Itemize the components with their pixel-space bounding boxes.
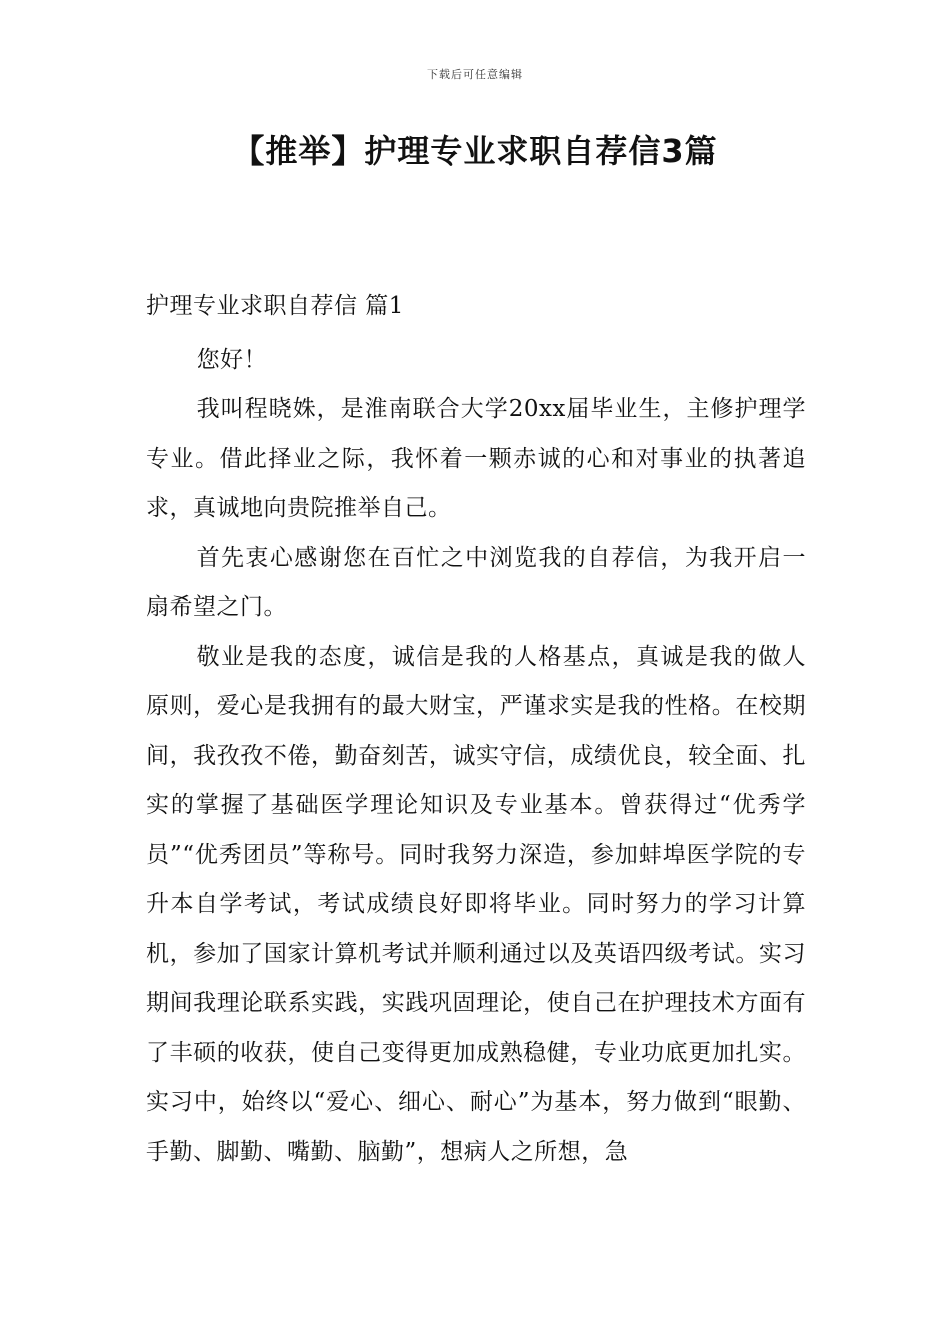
paragraph-greeting: 您好！ (196, 346, 268, 373)
document-body (146, 282, 806, 1177)
section-heading: 护理专业求职自荐信 篇1 (146, 293, 404, 319)
document-title: 【推举】护理专业求职自荐信3篇 (232, 132, 718, 170)
paragraph-introduction: 我叫程晓姝，是淮南联合大学20xx届毕业生，主修护理学专业。借此择业之际，我怀着一颗赤诚的心和对事业的执著追求，真诚地向贵院推举自己。 (146, 396, 806, 521)
paragraph-thanks: 首先衷心感谢您在百忙之中浏览我的自荐信，为我开启一扇希望之门。 (146, 544, 806, 620)
header-note: 下载后可任意编辑 (427, 68, 523, 81)
paragraph-self-description: 敬业是我的态度，诚信是我的人格基点，真诚是我的做人原则，爱心是我拥有的最大财宝，严谨求实是我的性格。在校期间，我孜孜不倦，勤奋刻苦，诚实守信，成绩优良，较全面、扎实的掌握了基础医学理论知识及专业基本。曾获得过“优秀学员”“优秀团员”等称号。同时我努力深造，参加蚌埠医学院的专升本自学考试，考试成绩良好即将毕业。同时努力的学习计算机，参加了国家计算机考试并顺利通过以及英语四级考试。实习期间我理论联系实践，实践巩固理论，使自己在护理技术方面有了丰硕的收获，使自己变得更加成熟稳健，专业功底更加扎实。实习中，始终以“爱心、细心、耐心”为基本，努力做到“眼勤、手勤、脚勤、嘴勤、脑勤”，想病人之所想，急 (146, 643, 806, 1165)
